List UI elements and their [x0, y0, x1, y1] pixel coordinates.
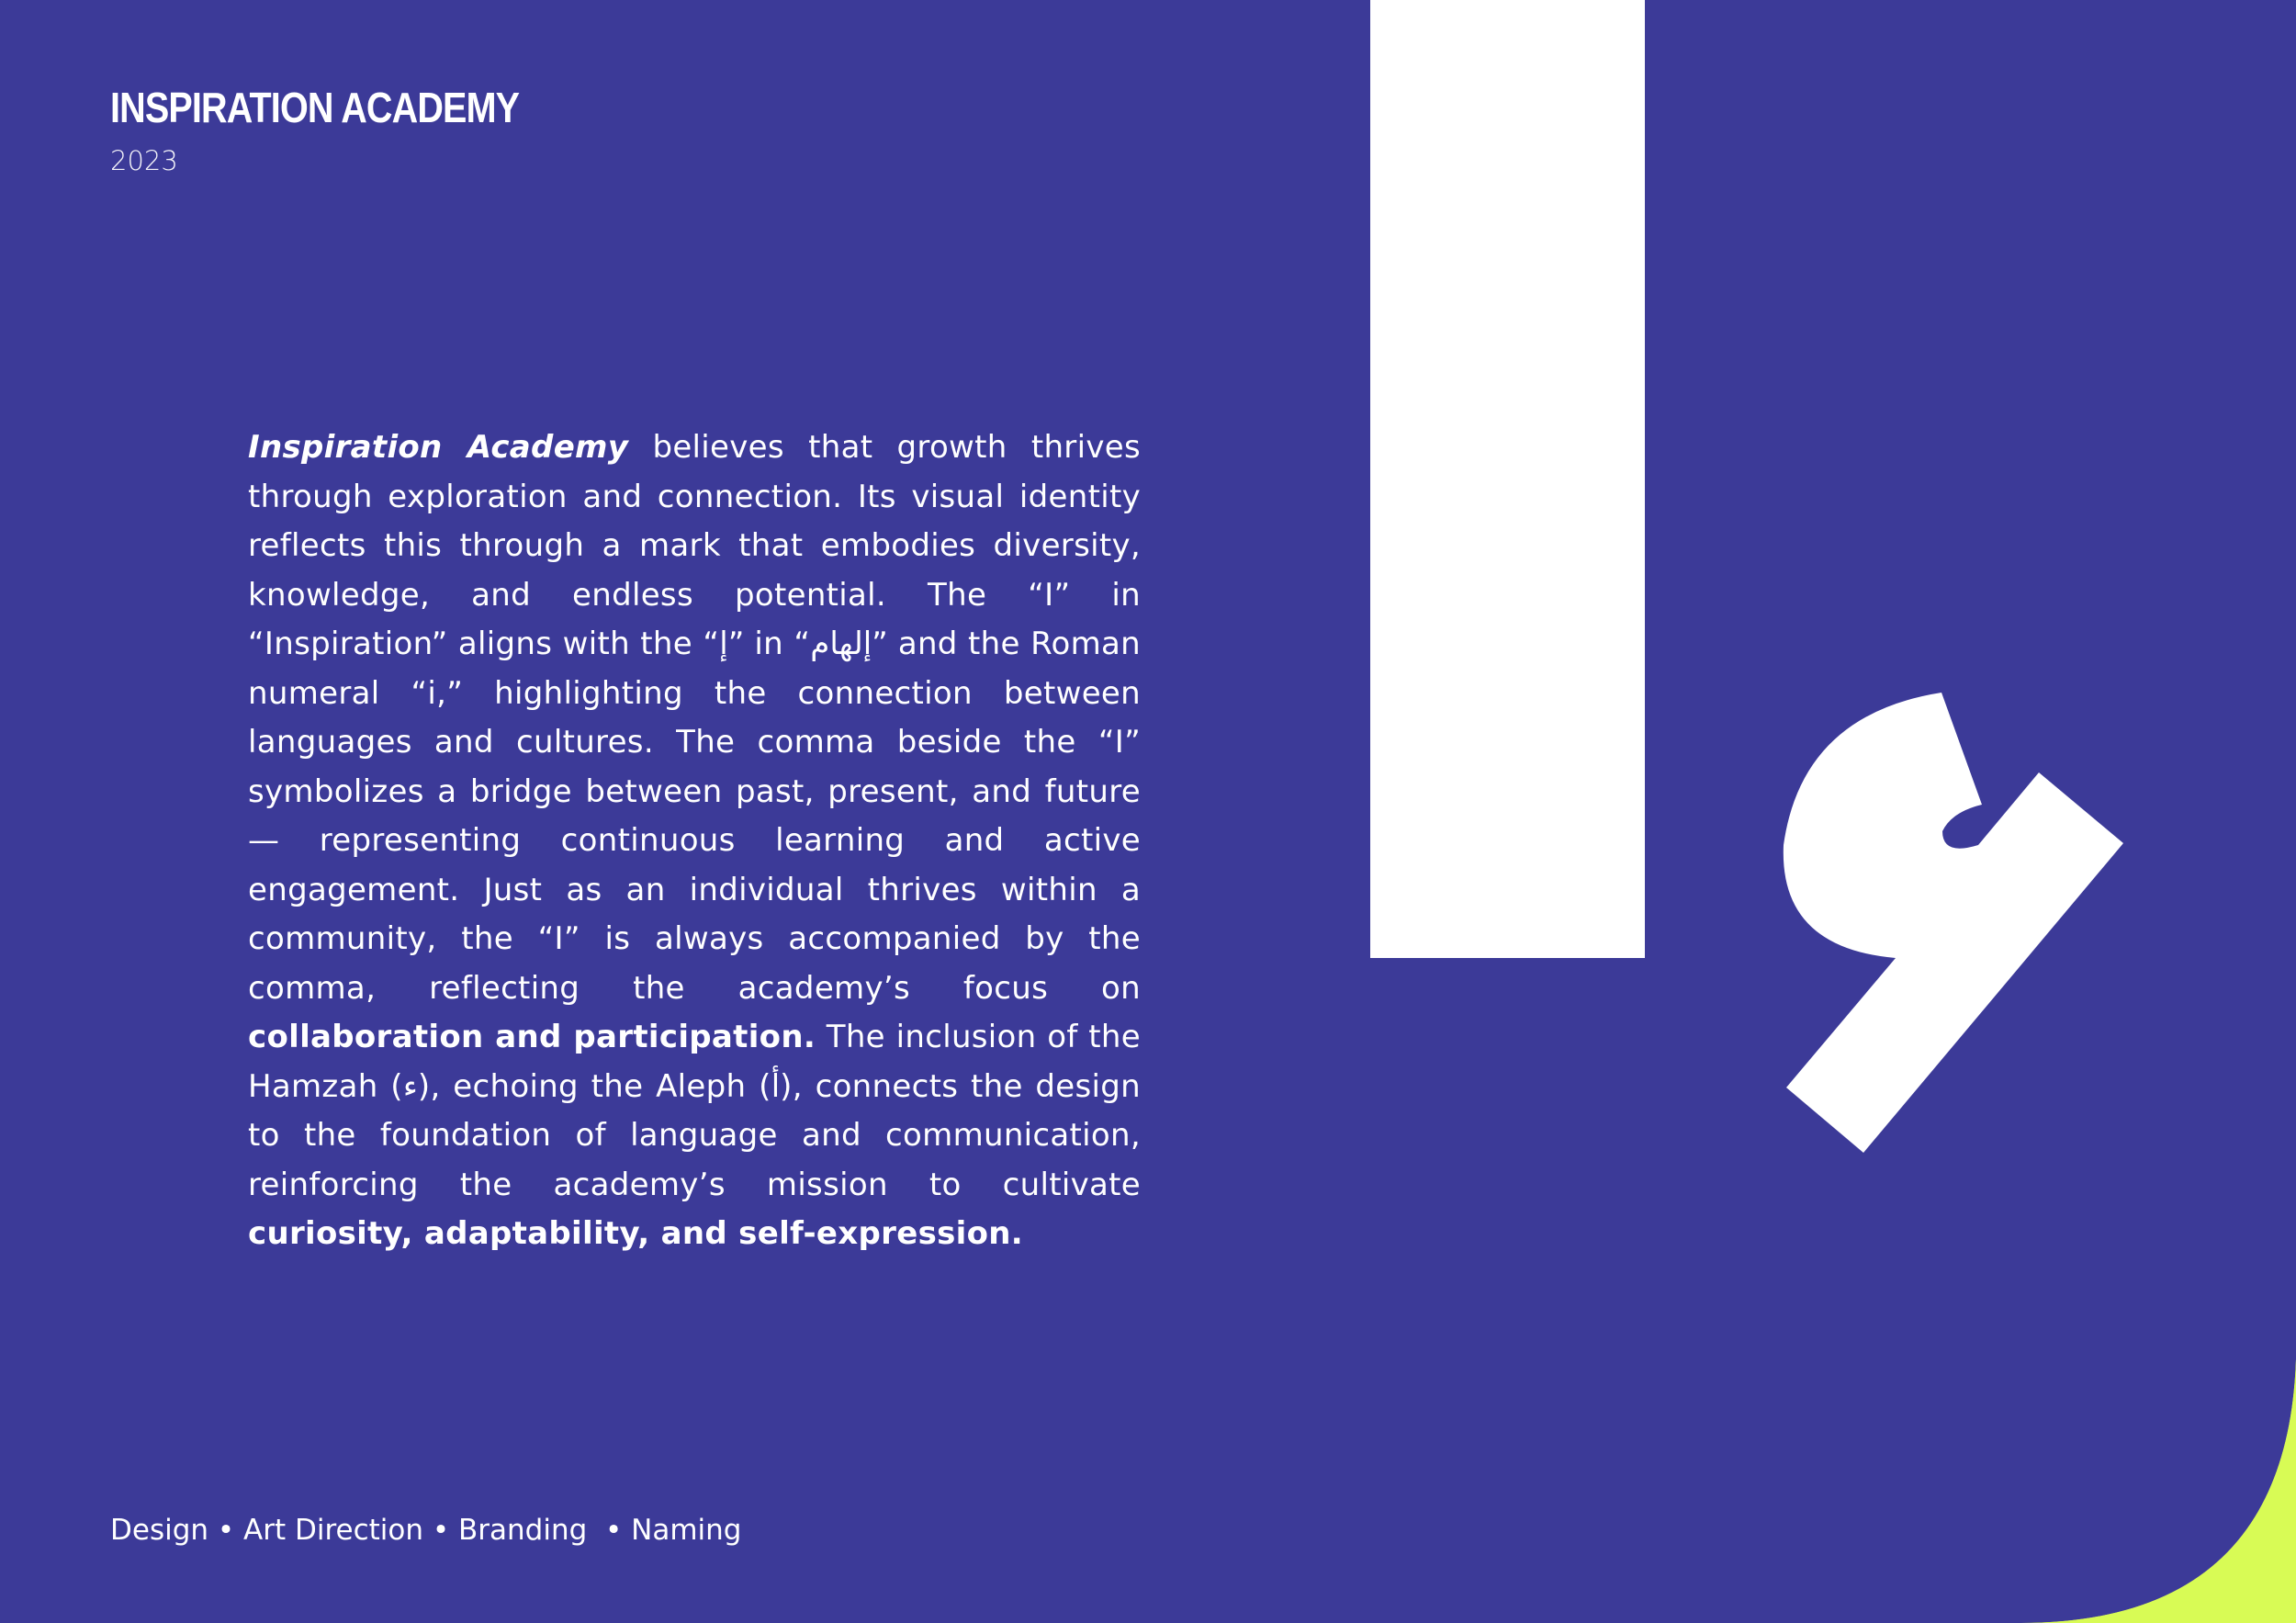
brand-year: 2023: [110, 145, 178, 176]
brand-title: INSPIRATION ACADEMY: [110, 84, 520, 131]
description-paragraph: [248, 423, 1141, 1259]
description-text-1: believes that growth thrives through exploration and connection. Its visual identity reflects this through a mark that embodies diversity, knowledge, and endless potential. The “I” in “Inspiration” aligns with the “إ” in “إلهام” and the Roman numeral “i,” highlighting the connection between languages and cultures. The comma beside the “I” symbolizes a bridge between past, present, and future — representing continuous learning and active engagement. Just as an individual thrives within a community, the “I” is always accompanied by the comma, reflecting the academy’s focus on: [248, 429, 1141, 1007]
services-list: Design • Art Direction • Branding • Naming: [110, 1514, 742, 1547]
description-text-2: The inclusion of the Hamzah (ء), echoing the Aleph (أ), connects the design to the foundation of language and communication, reinforcing the academy’s mission to cultivate: [248, 1019, 1142, 1203]
description-bold-1: collaboration and participation.: [248, 1019, 816, 1055]
description-lead: Inspiration Academy: [248, 429, 629, 466]
description-bold-2: curiosity, adaptability, and self-expression.: [248, 1215, 1023, 1252]
